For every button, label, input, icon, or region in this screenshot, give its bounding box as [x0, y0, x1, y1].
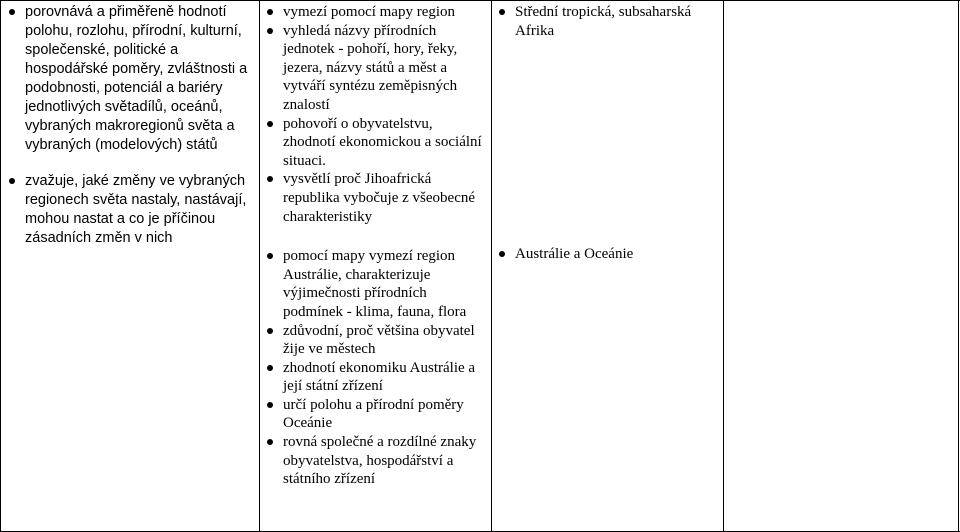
list-item: porovnává a přiměřeně hodnotí polohu, rozlohu, přírodní, kulturní, společenské, politické a hospodářské poměry, zvláštnosti a podobnosti, potenciál a bariéry jednotlivých světadílů, oceánů, vybraných makroregionů světa a vybraných (modelových) států	[5, 3, 255, 155]
topic-list	[495, 245, 719, 264]
list-item: zdůvodní, proč většina obyvatel žije ve městech	[263, 322, 487, 359]
table-border	[723, 0, 724, 532]
list-item: vysvětlí proč Jihoafrická republika vybočuje z všeobecné charakteristiky	[263, 170, 487, 226]
list-item: pohovoří o obyvatelstvu, zhodnotí ekonomickou a sociální situaci.	[263, 115, 487, 171]
topic-africa: Střední tropická, subsaharská Afrika	[495, 3, 719, 40]
list-item: vymezí pomocí mapy region	[263, 3, 487, 22]
table-border	[491, 0, 492, 532]
list-item: pomocí mapy vymezí region Austrálie, charakterizuje výjimečnosti přírodních podmínek - klima, fauna, flora	[263, 247, 487, 321]
list-item: vyhledá názvy přírodních jednotek - pohoří, hory, řeky, jezera, názvy států a měst a vytváří syntézu zeměpisných znalostí	[263, 22, 487, 115]
topics-column	[492, 0, 723, 262]
list-item: zhodnotí ekonomiku Austrálie a její státní zřízení	[263, 359, 487, 396]
topic-australia: Austrálie a Oceánie	[495, 245, 719, 264]
skills-list-australia	[263, 247, 487, 489]
outcomes-list	[5, 3, 255, 248]
list-item: určí polohu a přírodní poměry Oceánie	[263, 396, 487, 433]
table-border	[958, 0, 959, 532]
skills-column	[260, 0, 491, 489]
outcomes-column	[1, 0, 259, 248]
topic-list	[495, 3, 719, 40]
list-item: rovná společné a rozdílné znaky obyvatelstva, hospodářství a státního zřízení	[263, 433, 487, 489]
skills-list-africa	[263, 3, 487, 226]
list-item: zvažuje, jaké změny ve vybraných regionech světa nastaly, nastávají, mohou nastat a co je příčinou zásadních změn v nich	[5, 172, 255, 248]
